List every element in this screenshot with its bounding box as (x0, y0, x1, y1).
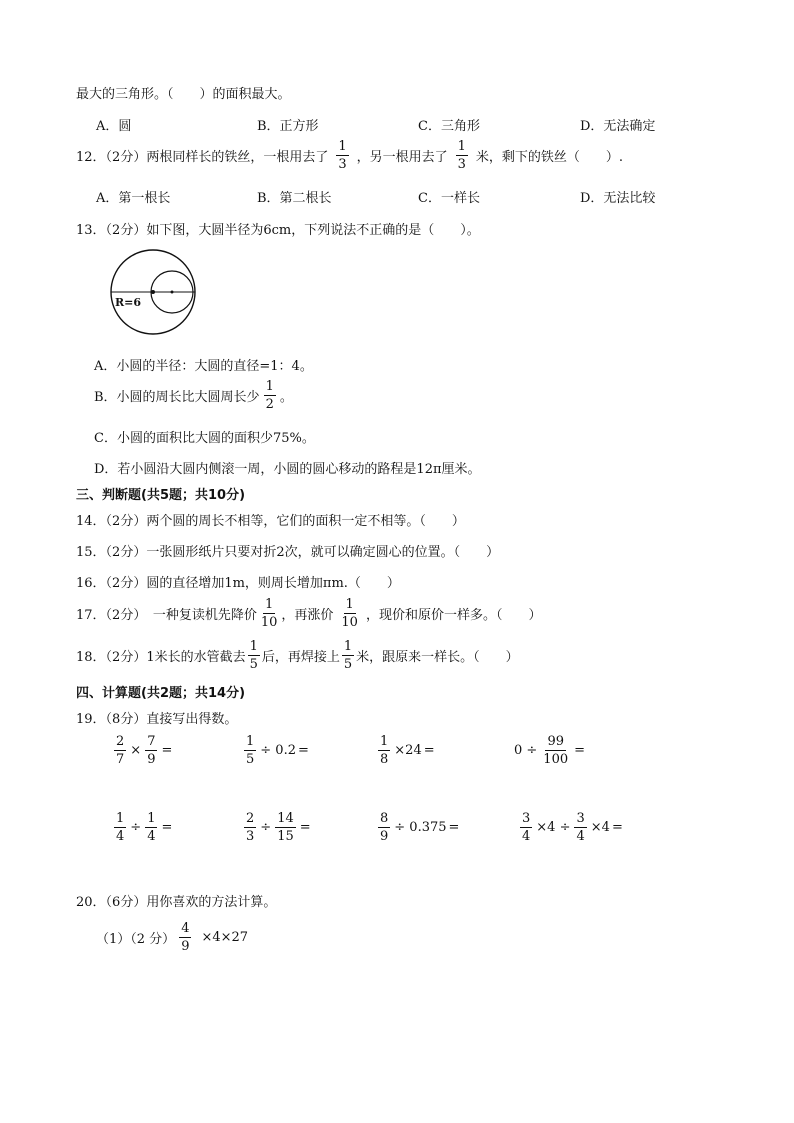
expr-fraction (114, 812, 126, 843)
equals-sign: = (161, 820, 173, 835)
operator: × (130, 743, 142, 758)
expr-fraction (244, 812, 256, 843)
expr-fraction (145, 812, 157, 843)
fraction-numerator: 7 (147, 734, 156, 749)
question-16: 16．（2分）圆的直径增加1m，则周长增加πm.（ ） (76, 576, 400, 591)
q18-prefix: 18．（2分）1米长的水管截去 (76, 650, 246, 665)
fraction-denominator: 7 (116, 752, 125, 767)
q12-fraction-2 (456, 140, 468, 171)
fraction-numerator: 1 (265, 379, 274, 394)
fraction-numerator: 1 (345, 597, 354, 612)
equals-sign: = (299, 820, 311, 835)
q19-expression-6 (242, 812, 311, 843)
question-12 (76, 140, 623, 171)
fraction-denominator: 2 (265, 397, 274, 412)
q13-option-c: C．小圆的面积比大圆的面积少75%。 (94, 431, 315, 446)
fraction-denominator: 100 (543, 752, 569, 767)
fraction-denominator: 10 (260, 615, 278, 630)
fraction-numerator: 8 (380, 811, 389, 826)
fraction-denominator: 4 (116, 829, 125, 844)
q19-expression-3 (376, 735, 435, 766)
fraction-numerator: 2 (246, 811, 255, 826)
q19-expression-4 (514, 735, 585, 766)
expr-fraction (114, 735, 126, 766)
fraction-denominator: 9 (181, 939, 190, 954)
expr-fraction (145, 735, 157, 766)
q12-fraction-1 (336, 140, 348, 171)
fraction-denominator: 4 (576, 829, 585, 844)
question-19-stem: 19．（8分）直接写出得数。 (76, 712, 238, 727)
q20-1-suffix: ×4×27 (201, 930, 249, 945)
operator: ×24 (394, 743, 422, 758)
q13-option-a: A．小圆的半径：大圆的直径=1：4。 (94, 359, 313, 374)
expr-fraction (378, 735, 390, 766)
fraction-denominator: 4 (522, 829, 531, 844)
question-17 (76, 598, 541, 629)
equals-sign: = (611, 820, 623, 835)
fraction-numerator: 1 (338, 139, 347, 154)
q11-option-b: B．正方形 (257, 119, 319, 134)
q19-expression-5 (112, 812, 172, 843)
expr-fraction (541, 735, 570, 766)
fraction-denominator: 3 (246, 829, 255, 844)
q17-fraction-1 (259, 598, 280, 629)
fraction-denominator: 9 (147, 752, 156, 767)
expr-fraction (378, 812, 390, 843)
q13-option-b-fraction (264, 380, 276, 411)
operator: ÷ (260, 820, 272, 835)
expr-fraction (520, 812, 532, 843)
question-20-stem: 20．（6分）用你喜欢的方法计算。 (76, 895, 277, 910)
operator: ×4 ÷ (536, 820, 571, 835)
question-18 (76, 640, 519, 671)
q17-prefix: 17．（2分） 一种复读机先降价 (76, 608, 257, 623)
fraction-numerator: 1 (264, 597, 274, 612)
question-20-part-1 (96, 922, 248, 953)
expr-fraction (574, 812, 586, 843)
operator: ÷ 0.2 (260, 743, 296, 758)
q19-expression-1 (112, 735, 172, 766)
fraction-denominator: 4 (147, 829, 156, 844)
q20-1-fraction (179, 922, 191, 953)
q12-option-b: B．第二根长 (257, 191, 332, 206)
q11-option-a: A．圆 (96, 119, 132, 134)
q17-fraction-2 (339, 598, 360, 629)
fraction-numerator: 1 (116, 811, 125, 826)
fraction-numerator: 1 (147, 811, 156, 826)
fraction-denominator: 5 (343, 657, 353, 672)
question-15: 15．（2分）一张圆形纸片只要对折2次，就可以确定圆心的位置。（ ） (76, 545, 500, 560)
q12-mid: ，另一根用去了 (356, 150, 448, 165)
radius-label: R=6 (115, 296, 142, 309)
section-3-heading: 三、判断题(共5题；共10分) (76, 488, 246, 503)
small-center-dot (171, 291, 174, 294)
question-13-stem: 13．（2分）如下图，大圆半径为6cm，下列说法不正确的是（ ）。 (76, 223, 480, 238)
fraction-denominator: 8 (380, 752, 389, 767)
fraction-denominator: 5 (246, 752, 255, 767)
operator: ÷ 0.375 (394, 820, 447, 835)
fraction-numerator: 1 (343, 639, 353, 654)
q20-1-prefix: （1）（2 分） (96, 932, 176, 947)
operator: ÷ (130, 820, 142, 835)
fraction-numerator: 99 (547, 734, 564, 749)
q19-expression-2 (242, 735, 309, 766)
equals-sign: = (574, 743, 586, 758)
fraction-numerator: 14 (277, 811, 294, 826)
equals-sign: = (161, 743, 173, 758)
fraction-denominator: 10 (341, 615, 358, 630)
question-11-stem-tail: 最大的三角形。（ ）的面积最大。 (76, 87, 291, 102)
q19-expression-7 (376, 812, 459, 843)
fraction-numerator: 1 (246, 734, 255, 749)
q12-option-c: C．一样长 (418, 191, 480, 206)
fraction-denominator: 15 (277, 829, 294, 844)
equals-sign: = (423, 743, 435, 758)
fraction-denominator: 9 (380, 829, 389, 844)
expr-fraction (244, 735, 256, 766)
equals-sign: = (448, 820, 460, 835)
q17-mid: ，再涨价 (281, 608, 334, 623)
fraction-numerator: 1 (249, 639, 258, 654)
section-4-heading: 四、计算题(共2题；共14分) (76, 686, 246, 701)
q13-option-b-text: B．小圆的周长比大圆周长少 (94, 390, 260, 405)
fraction-numerator: 2 (116, 734, 125, 749)
fraction-numerator: 4 (181, 921, 190, 936)
center-dot (151, 290, 155, 294)
q12-option-a: A．第一根长 (96, 191, 171, 206)
q18-fraction-1 (248, 640, 260, 671)
equals-sign: = (297, 743, 309, 758)
circle-figure (106, 248, 201, 338)
fraction-denominator: 3 (338, 157, 347, 172)
q19-expression-8 (518, 812, 623, 843)
q18-fraction-2 (342, 640, 354, 671)
fraction-numerator: 3 (576, 811, 585, 826)
fraction-numerator: 1 (380, 734, 389, 749)
q13-option-d: D．若小圆沿大圆内侧滚一周，小圆的圆心移动的路程是12π厘米。 (94, 462, 481, 477)
fraction-numerator: 1 (457, 139, 466, 154)
question-14: 14．（2分）两个圆的周长不相等，它们的面积一定不相等。（ ） (76, 514, 465, 529)
fraction-denominator: 5 (249, 657, 258, 672)
q18-mid: 后，再焊接上 (261, 650, 340, 665)
q13-option-b (94, 380, 293, 411)
expr-fraction (275, 812, 296, 843)
operator: ×4 (590, 820, 610, 835)
fraction-numerator: 3 (522, 811, 531, 826)
q11-option-c: C．三角形 (418, 119, 480, 134)
q17-suffix: ，现价和原价一样多。（ ） (365, 608, 542, 623)
q12-option-d: D．无法比较 (580, 191, 656, 206)
fraction-denominator: 3 (457, 157, 466, 172)
q12-suffix: 米，剩下的铁丝（ ）. (475, 150, 624, 165)
q11-option-d: D．无法确定 (580, 119, 656, 134)
q13-option-b-suffix: 。 (279, 390, 293, 405)
q18-suffix: 米，跟原来一样长。（ ） (356, 650, 519, 665)
operator: 0 ÷ (514, 743, 538, 758)
q12-prefix: 12．（2分）两根同样长的铁丝，一根用去了 (76, 150, 329, 165)
